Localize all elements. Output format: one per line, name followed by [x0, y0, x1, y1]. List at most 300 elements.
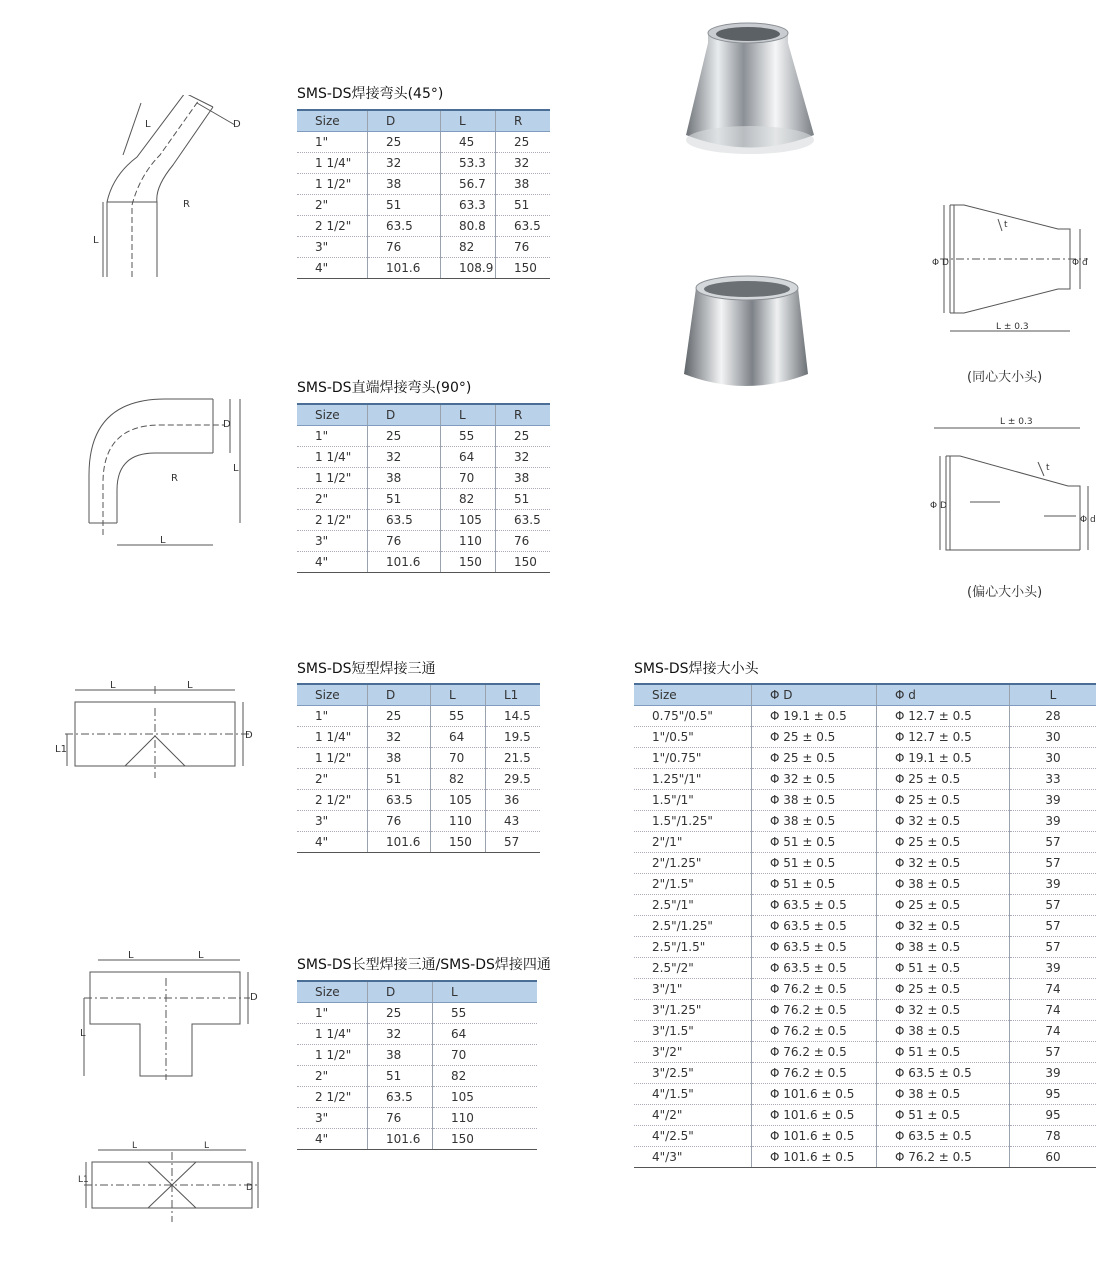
table-cell: Φ 38 ± 0.5 [877, 937, 1010, 958]
table-cell: 2" [297, 1066, 368, 1087]
table-cell: 2.5"/1.5" [634, 937, 752, 958]
table-cell: 2 1/2" [297, 510, 368, 531]
table-cell: 30 [1010, 748, 1097, 769]
table-cell: 30 [1010, 727, 1097, 748]
table-cell: 105 [433, 1087, 538, 1108]
table-cell: Φ 25 ± 0.5 [752, 748, 877, 769]
table-cell: Φ 25 ± 0.5 [877, 769, 1010, 790]
table-cell: 55 [433, 1003, 538, 1024]
table-cell: 110 [433, 1108, 538, 1129]
table-header-row [297, 404, 550, 426]
table-cell: Φ 12.7 ± 0.5 [877, 727, 1010, 748]
table-cell: 32 [496, 447, 551, 468]
table-row [634, 727, 1096, 748]
table-cell: Φ 38 ± 0.5 [877, 1084, 1010, 1105]
section-title-long-tee-cross: SMS-DS长型焊接三通/SMS-DS焊接四通 [297, 957, 551, 973]
column-header: L1 [486, 684, 541, 706]
table-cell: 82 [441, 237, 496, 258]
dim-L-label: L [160, 535, 166, 546]
table-cell: 74 [1010, 1000, 1097, 1021]
dim-L-label: L [132, 1141, 138, 1151]
table-cell: 63.5 [496, 216, 551, 237]
table-row [634, 1063, 1096, 1084]
table-cell: Φ 63.5 ± 0.5 [877, 1126, 1010, 1147]
table-cell: 57 [1010, 916, 1097, 937]
table-cell: 63.3 [441, 195, 496, 216]
table-cell: Φ 63.5 ± 0.5 [752, 958, 877, 979]
table-cell: 76 [368, 1108, 433, 1129]
section-title-elbow-45: SMS-DS焊接弯头(45°) [297, 86, 444, 102]
dim-phid-label: Φ d [1080, 515, 1096, 525]
spec-table-reducer [634, 683, 1096, 1168]
table-cell: 1 1/2" [297, 1045, 368, 1066]
table-cell: 82 [431, 769, 486, 790]
table-cell: 4" [297, 258, 368, 279]
table-cell: 4"/3" [634, 1147, 752, 1168]
table-cell: 25 [368, 132, 441, 153]
table-cell: 101.6 [368, 552, 441, 573]
table-cell: Φ 76.2 ± 0.5 [752, 1063, 877, 1084]
column-header: L [1010, 684, 1097, 706]
column-header: D [368, 404, 441, 426]
table-row [634, 706, 1096, 727]
table-cell: 63.5 [496, 510, 551, 531]
table-cell: Φ 25 ± 0.5 [877, 895, 1010, 916]
dim-D-label: D [246, 1183, 253, 1193]
dim-D-label: D [250, 992, 258, 1003]
table-header-row [634, 684, 1096, 706]
table-cell: 74 [1010, 1021, 1097, 1042]
table-cell: Φ 101.6 ± 0.5 [752, 1105, 877, 1126]
table-cell: Φ 32 ± 0.5 [752, 769, 877, 790]
table-cell: 51 [496, 489, 551, 510]
table-cell: 55 [441, 426, 496, 447]
spec-table-elbow-45 [297, 109, 550, 279]
table-row [297, 1045, 537, 1066]
table-cell: 0.75"/0.5" [634, 706, 752, 727]
table-cell: Φ 101.6 ± 0.5 [752, 1084, 877, 1105]
column-header: D [368, 110, 441, 132]
dim-L-label: L [110, 680, 116, 691]
table-cell: 110 [431, 811, 486, 832]
table-cell: Φ 63.5 ± 0.5 [752, 916, 877, 937]
column-header: L [441, 404, 496, 426]
table-cell: 43 [486, 811, 541, 832]
dim-L-label: L [187, 680, 193, 691]
table-cell: 2"/1" [634, 832, 752, 853]
table-cell: 38 [368, 748, 431, 769]
dim-L1-label: L1 [78, 1175, 89, 1185]
table-cell: 55 [431, 706, 486, 727]
table-row [634, 790, 1096, 811]
dim-t-label: t [1004, 220, 1008, 230]
table-cell: 1.25"/1" [634, 769, 752, 790]
table-row [634, 979, 1096, 1000]
table-cell: Φ 25 ± 0.5 [877, 790, 1010, 811]
table-cell: 1 1/2" [297, 748, 368, 769]
table-cell: 101.6 [368, 832, 431, 853]
table-cell: 4"/1.5" [634, 1084, 752, 1105]
table-cell: 51 [368, 489, 441, 510]
table-row [297, 174, 550, 195]
table-cell: 45 [441, 132, 496, 153]
table-row [297, 748, 540, 769]
section-title-elbow-90: SMS-DS直端焊接弯头(90°) [297, 380, 472, 396]
table-row [634, 1126, 1096, 1147]
short-tee-drawing [55, 678, 265, 788]
table-cell: 101.6 [368, 1129, 433, 1150]
table-cell: Φ 76.2 ± 0.5 [752, 1021, 877, 1042]
table-cell: 39 [1010, 790, 1097, 811]
table-cell: 1.5"/1.25" [634, 811, 752, 832]
table-cell: 56.7 [441, 174, 496, 195]
table-row [297, 195, 550, 216]
table-cell: 39 [1010, 811, 1097, 832]
table-cell: 1"/0.75" [634, 748, 752, 769]
table-row [634, 853, 1096, 874]
table-row [297, 1108, 537, 1129]
table-row [297, 706, 540, 727]
table-cell: Φ 38 ± 0.5 [752, 811, 877, 832]
table-row [297, 468, 550, 489]
table-cell: 39 [1010, 874, 1097, 895]
table-cell: 150 [441, 552, 496, 573]
table-row [634, 811, 1096, 832]
table-cell: 32 [496, 153, 551, 174]
table-row [297, 769, 540, 790]
table-cell: Φ 32 ± 0.5 [877, 853, 1010, 874]
table-cell: 32 [368, 447, 441, 468]
table-cell: Φ 76.2 ± 0.5 [877, 1147, 1010, 1168]
table-row [297, 727, 540, 748]
table-cell: 150 [496, 258, 551, 279]
table-cell: 19.5 [486, 727, 541, 748]
table-cell: 64 [441, 447, 496, 468]
table-cell: 150 [496, 552, 551, 573]
table-row [297, 1087, 537, 1108]
table-cell: 82 [441, 489, 496, 510]
eccentric-reducer-photo [680, 270, 820, 400]
table-cell: Φ 63.5 ± 0.5 [752, 895, 877, 916]
elbow-45-drawing [85, 95, 265, 295]
column-header: Size [297, 684, 368, 706]
table-cell: 28 [1010, 706, 1097, 727]
table-cell: 32 [368, 727, 431, 748]
table-cell: Φ 76.2 ± 0.5 [752, 1042, 877, 1063]
table-cell: 2.5"/2" [634, 958, 752, 979]
table-cell: 38 [496, 174, 551, 195]
spec-table-elbow-90 [297, 403, 550, 573]
table-cell: 70 [433, 1045, 538, 1066]
table-cell: Φ 76.2 ± 0.5 [752, 1000, 877, 1021]
table-cell: 76 [496, 531, 551, 552]
dim-L-label: L [128, 950, 134, 961]
table-cell: 4" [297, 1129, 368, 1150]
table-cell: 38 [496, 468, 551, 489]
table-cell: Φ 25 ± 0.5 [752, 727, 877, 748]
table-cell: 57 [1010, 937, 1097, 958]
table-cell: 36 [486, 790, 541, 811]
table-cell: 3"/1.25" [634, 1000, 752, 1021]
table-row [634, 958, 1096, 979]
dim-t-label: t [1046, 463, 1050, 473]
table-cell: Φ 76.2 ± 0.5 [752, 979, 877, 1000]
table-cell: 76 [368, 531, 441, 552]
table-cell: 82 [433, 1066, 538, 1087]
dim-L1-label: L1 [55, 744, 67, 755]
table-row [297, 1066, 537, 1087]
eccentric-reducer-drawing [930, 410, 1100, 560]
table-cell: 80.8 [441, 216, 496, 237]
table-cell: 95 [1010, 1105, 1097, 1126]
column-header: R [496, 404, 551, 426]
table-row [297, 531, 550, 552]
table-row [634, 1084, 1096, 1105]
table-cell: 110 [441, 531, 496, 552]
table-cell: Φ 32 ± 0.5 [877, 1000, 1010, 1021]
dim-L-label: L [93, 235, 99, 246]
table-header-row [297, 684, 540, 706]
column-header: Size [634, 684, 752, 706]
dim-phiD-label: Φ D [930, 501, 947, 511]
table-row [634, 1000, 1096, 1021]
table-cell: 32 [368, 1024, 433, 1045]
dim-L-label: L [80, 1028, 86, 1039]
table-cell: Φ 38 ± 0.5 [752, 790, 877, 811]
dim-R-label: R [183, 199, 190, 210]
table-cell: 64 [433, 1024, 538, 1045]
dim-phid-label: Φ d [1072, 258, 1088, 268]
table-cell: Φ 51 ± 0.5 [877, 1042, 1010, 1063]
table-row [634, 748, 1096, 769]
table-cell: 25 [368, 706, 431, 727]
table-row [297, 216, 550, 237]
table-cell: 2"/1.5" [634, 874, 752, 895]
table-row [297, 237, 550, 258]
table-row [297, 811, 540, 832]
table-cell: Φ 19.1 ± 0.5 [752, 706, 877, 727]
table-cell: Φ 63.5 ± 0.5 [877, 1063, 1010, 1084]
table-cell: 33 [1010, 769, 1097, 790]
table-row [297, 552, 550, 573]
table-cell: 2.5"/1.25" [634, 916, 752, 937]
table-row [634, 895, 1096, 916]
elbow-90-drawing [85, 395, 255, 555]
column-header: D [368, 981, 433, 1003]
table-cell: 63.5 [368, 1087, 433, 1108]
table-cell: 57 [1010, 895, 1097, 916]
table-cell: 3"/1" [634, 979, 752, 1000]
table-row [297, 489, 550, 510]
concentric-reducer-caption: (同心大小头) [967, 370, 1043, 385]
table-cell: 1" [297, 706, 368, 727]
table-cell: 4"/2" [634, 1105, 752, 1126]
table-cell: 70 [441, 468, 496, 489]
table-cell: 1 1/2" [297, 174, 368, 195]
table-cell: 70 [431, 748, 486, 769]
table-cell: 3" [297, 237, 368, 258]
dim-L-label: L [233, 463, 239, 474]
table-cell: 51 [368, 195, 441, 216]
table-cell: 4" [297, 832, 368, 853]
dim-phiD-label: Φ D [932, 258, 949, 268]
table-cell: 4"/2.5" [634, 1126, 752, 1147]
table-cell: Φ 51 ± 0.5 [752, 832, 877, 853]
table-cell: 38 [368, 468, 441, 489]
table-cell: 1 1/4" [297, 1024, 368, 1045]
table-row [297, 1129, 537, 1150]
table-cell: 76 [368, 811, 431, 832]
table-cell: 3" [297, 531, 368, 552]
table-row [634, 1021, 1096, 1042]
table-cell: 78 [1010, 1126, 1097, 1147]
table-row [297, 153, 550, 174]
column-header: Size [297, 404, 368, 426]
column-header: Φ D [752, 684, 877, 706]
table-cell: 2" [297, 769, 368, 790]
table-cell: 60 [1010, 1147, 1097, 1168]
table-cell: 57 [486, 832, 541, 853]
table-cell: 32 [368, 153, 441, 174]
table-cell: Φ 51 ± 0.5 [752, 853, 877, 874]
table-cell: 1.5"/1" [634, 790, 752, 811]
table-cell: 3"/2.5" [634, 1063, 752, 1084]
table-cell: Φ 51 ± 0.5 [877, 958, 1010, 979]
table-cell: 76 [496, 237, 551, 258]
table-cell: 4" [297, 552, 368, 573]
column-header: D [368, 684, 431, 706]
table-cell: Φ 38 ± 0.5 [877, 874, 1010, 895]
table-row [634, 769, 1096, 790]
table-row [634, 1147, 1096, 1168]
table-cell: 108.9 [441, 258, 496, 279]
table-cell: Φ 32 ± 0.5 [877, 916, 1010, 937]
table-cell: 14.5 [486, 706, 541, 727]
table-cell: 74 [1010, 979, 1097, 1000]
table-cell: 3"/2" [634, 1042, 752, 1063]
table-cell: 63.5 [368, 216, 441, 237]
table-cell: 2 1/2" [297, 790, 368, 811]
dim-D-label: D [223, 419, 231, 430]
table-row [297, 790, 540, 811]
table-cell: 38 [368, 1045, 433, 1066]
table-cell: Φ 101.6 ± 0.5 [752, 1126, 877, 1147]
concentric-reducer-photo [680, 15, 820, 190]
table-cell: Φ 63.5 ± 0.5 [752, 937, 877, 958]
table-row [634, 832, 1096, 853]
table-cell: 29.5 [486, 769, 541, 790]
table-cell: 105 [431, 790, 486, 811]
table-cell: Φ 101.6 ± 0.5 [752, 1147, 877, 1168]
table-row [634, 916, 1096, 937]
table-cell: 57 [1010, 1042, 1097, 1063]
dim-L-label: L [204, 1141, 210, 1151]
table-header-row [297, 110, 550, 132]
table-cell: 3" [297, 811, 368, 832]
eccentric-reducer-caption: (偏心大小头) [967, 585, 1043, 600]
column-header: R [496, 110, 551, 132]
table-cell: 57 [1010, 853, 1097, 874]
table-cell: 53.3 [441, 153, 496, 174]
spec-table-short-tee [297, 683, 540, 853]
table-cell: Φ 25 ± 0.5 [877, 979, 1010, 1000]
column-header: Size [297, 981, 368, 1003]
column-header: L [433, 981, 538, 1003]
table-row [297, 1024, 537, 1045]
table-cell: 1" [297, 426, 368, 447]
table-cell: 25 [496, 426, 551, 447]
table-row [297, 426, 550, 447]
table-cell: 21.5 [486, 748, 541, 769]
dim-Ltol-label: L ± 0.3 [1000, 417, 1033, 427]
table-cell: 150 [431, 832, 486, 853]
table-cell: 1" [297, 132, 368, 153]
table-cell: 3" [297, 1108, 368, 1129]
table-row [297, 447, 550, 468]
table-cell: 39 [1010, 1063, 1097, 1084]
table-cell: 76 [368, 237, 441, 258]
table-cell: 38 [368, 174, 441, 195]
table-row [297, 832, 540, 853]
section-title-short-tee: SMS-DS短型焊接三通 [297, 661, 436, 677]
table-cell: 57 [1010, 832, 1097, 853]
table-cell: Φ 32 ± 0.5 [877, 811, 1010, 832]
table-row [297, 132, 550, 153]
dim-Ltol-label: L ± 0.3 [996, 322, 1029, 332]
table-row [297, 1003, 537, 1024]
concentric-reducer-drawing [930, 195, 1100, 340]
table-cell: 51 [368, 769, 431, 790]
table-cell: 25 [368, 1003, 433, 1024]
table-cell: Φ 51 ± 0.5 [752, 874, 877, 895]
table-cell: 1" [297, 1003, 368, 1024]
table-cell: 51 [496, 195, 551, 216]
table-cell: 63.5 [368, 510, 441, 531]
dim-L-label: L [198, 950, 204, 961]
table-cell: 51 [368, 1066, 433, 1087]
dim-R-label: R [171, 473, 178, 484]
table-header-row [297, 981, 537, 1003]
table-cell: 1 1/4" [297, 727, 368, 748]
table-cell: 2 1/2" [297, 1087, 368, 1108]
spec-table-long-tee-cross [297, 980, 537, 1150]
table-cell: Φ 12.7 ± 0.5 [877, 706, 1010, 727]
table-row [297, 258, 550, 279]
table-cell: 101.6 [368, 258, 441, 279]
table-cell: 1 1/4" [297, 153, 368, 174]
column-header: L [431, 684, 486, 706]
table-cell: 1 1/2" [297, 468, 368, 489]
table-cell: 150 [433, 1129, 538, 1150]
table-cell: 2"/1.25" [634, 853, 752, 874]
table-cell: 2" [297, 195, 368, 216]
table-cell: Φ 25 ± 0.5 [877, 832, 1010, 853]
table-cell: 2.5"/1" [634, 895, 752, 916]
table-row [634, 1105, 1096, 1126]
table-cell: Φ 38 ± 0.5 [877, 1021, 1010, 1042]
cross-drawing [78, 1138, 263, 1228]
table-cell: 25 [496, 132, 551, 153]
table-cell: 1 1/4" [297, 447, 368, 468]
table-cell: 1"/0.5" [634, 727, 752, 748]
table-row [297, 510, 550, 531]
column-header: Size [297, 110, 368, 132]
table-cell: 25 [368, 426, 441, 447]
dim-D-label: D [245, 730, 253, 741]
column-header: L [441, 110, 496, 132]
table-cell: 3"/1.5" [634, 1021, 752, 1042]
table-cell: Φ 19.1 ± 0.5 [877, 748, 1010, 769]
